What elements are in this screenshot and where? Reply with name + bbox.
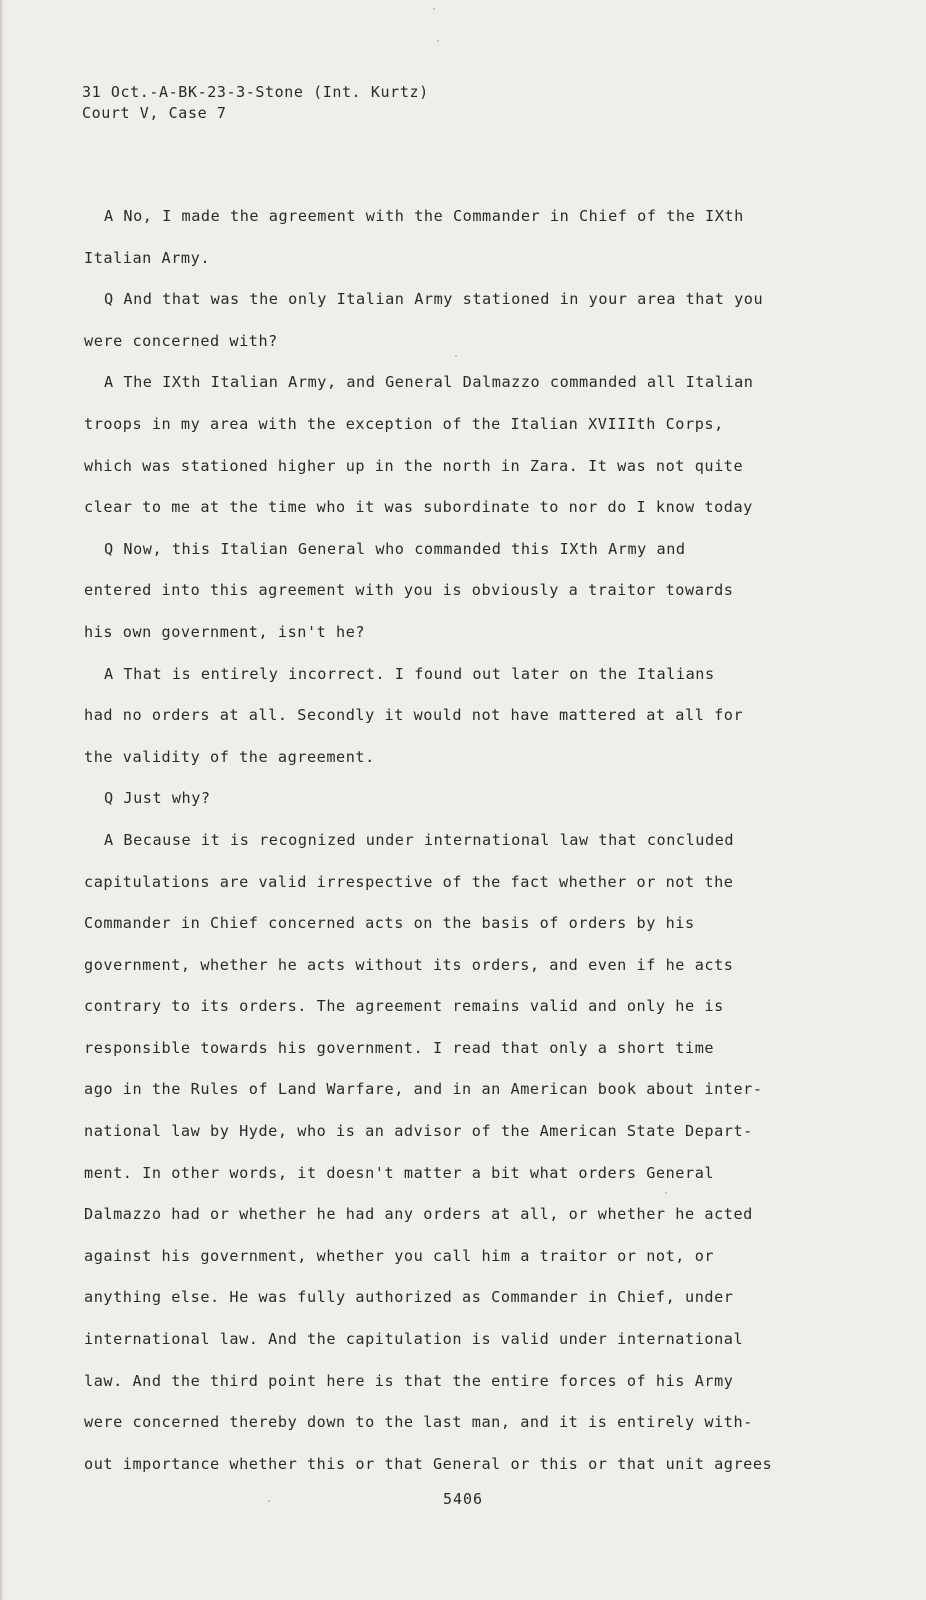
- transcript-line: were concerned with?: [84, 331, 278, 350]
- transcript-line: A No, I made the agreement with the Commander in Chief of the IXth: [104, 207, 744, 225]
- document-header: [82, 82, 429, 124]
- transcript-line: responsible towards his government. I read that only a short time: [84, 1038, 715, 1057]
- transcript-line: Q And that was the only Italian Army stationed in your area that you: [104, 290, 764, 309]
- paper-speck: [665, 1192, 667, 1194]
- transcript-line: A The IXth Italian Army, and General Dalmazzo commanded all Italian: [104, 373, 754, 392]
- header-reference-line: 31 Oct.-A-BK-23-3-Stone (Int. Kurtz): [82, 83, 429, 101]
- transcript-line: the validity of the agreement.: [84, 747, 375, 766]
- paper-speck: [437, 40, 439, 42]
- transcript-line: national law by Hyde, who is an advisor of the American State Depart-: [84, 1122, 753, 1141]
- transcript-line: against his government, whether you call him a traitor or not, or: [84, 1246, 715, 1265]
- transcript-line: Q Now, this Italian General who commanded this IXth Army and: [104, 539, 686, 558]
- transcript-line: ago in the Rules of Land Warfare, and in an American book about inter-: [84, 1080, 763, 1099]
- transcript-line: anything else. He was fully authorized as Commander in Chief, under: [84, 1288, 734, 1307]
- transcript-line: international law. And the capitulation is valid under international: [84, 1330, 744, 1349]
- transcript-line: contrary to its orders. The agreement remains valid and only he is: [84, 997, 724, 1016]
- transcript-body: [84, 196, 826, 1485]
- transcript-line: had no orders at all. Secondly it would not have mattered at all for: [84, 706, 744, 725]
- transcript-line: clear to me at the time who it was subordinate to nor do I know today: [84, 498, 753, 517]
- transcript-line: ment. In other words, it doesn't matter a bit what orders General: [84, 1163, 715, 1182]
- transcript-line: out importance whether this or that General or this or that unit agrees: [84, 1454, 773, 1473]
- transcript-line: A That is entirely incorrect. I found out later on the Italians: [104, 664, 715, 683]
- paper-speck: [455, 355, 457, 357]
- transcript-line: were concerned thereby down to the last man, and it is entirely with-: [84, 1413, 753, 1432]
- transcript-line: Italian Army.: [84, 248, 211, 267]
- transcript-line: his own government, isn't he?: [84, 622, 366, 641]
- page-edge-shadow: [0, 0, 4, 1600]
- transcript-line: Dalmazzo had or whether he had any orders at all, or whether he acted: [84, 1205, 753, 1224]
- transcript-line: Commander in Chief concerned acts on the basis of orders by his: [84, 914, 695, 933]
- transcript-line: troops in my area with the exception of the Italian XVIIIth Corps,: [84, 414, 724, 433]
- page-number: 5406: [442, 1490, 484, 1508]
- transcript-line: government, whether he acts without its orders, and even if he acts: [84, 955, 734, 974]
- transcript-line: law. And the third point here is that the entire forces of his Army: [84, 1371, 734, 1390]
- paper-speck: [433, 8, 435, 10]
- transcript-line: A Because it is recognized under international law that concluded: [104, 830, 735, 849]
- transcript-line: Q Just why?: [104, 789, 211, 808]
- paper-speck: [268, 1500, 270, 1502]
- transcript-line: entered into this agreement with you is obviously a traitor towards: [84, 581, 734, 600]
- header-court-line: Court V, Case 7: [82, 104, 227, 122]
- transcript-line: capitulations are valid irrespective of the fact whether or not the: [84, 872, 734, 891]
- transcript-line: which was stationed higher up in the north in Zara. It was not quite: [84, 456, 744, 475]
